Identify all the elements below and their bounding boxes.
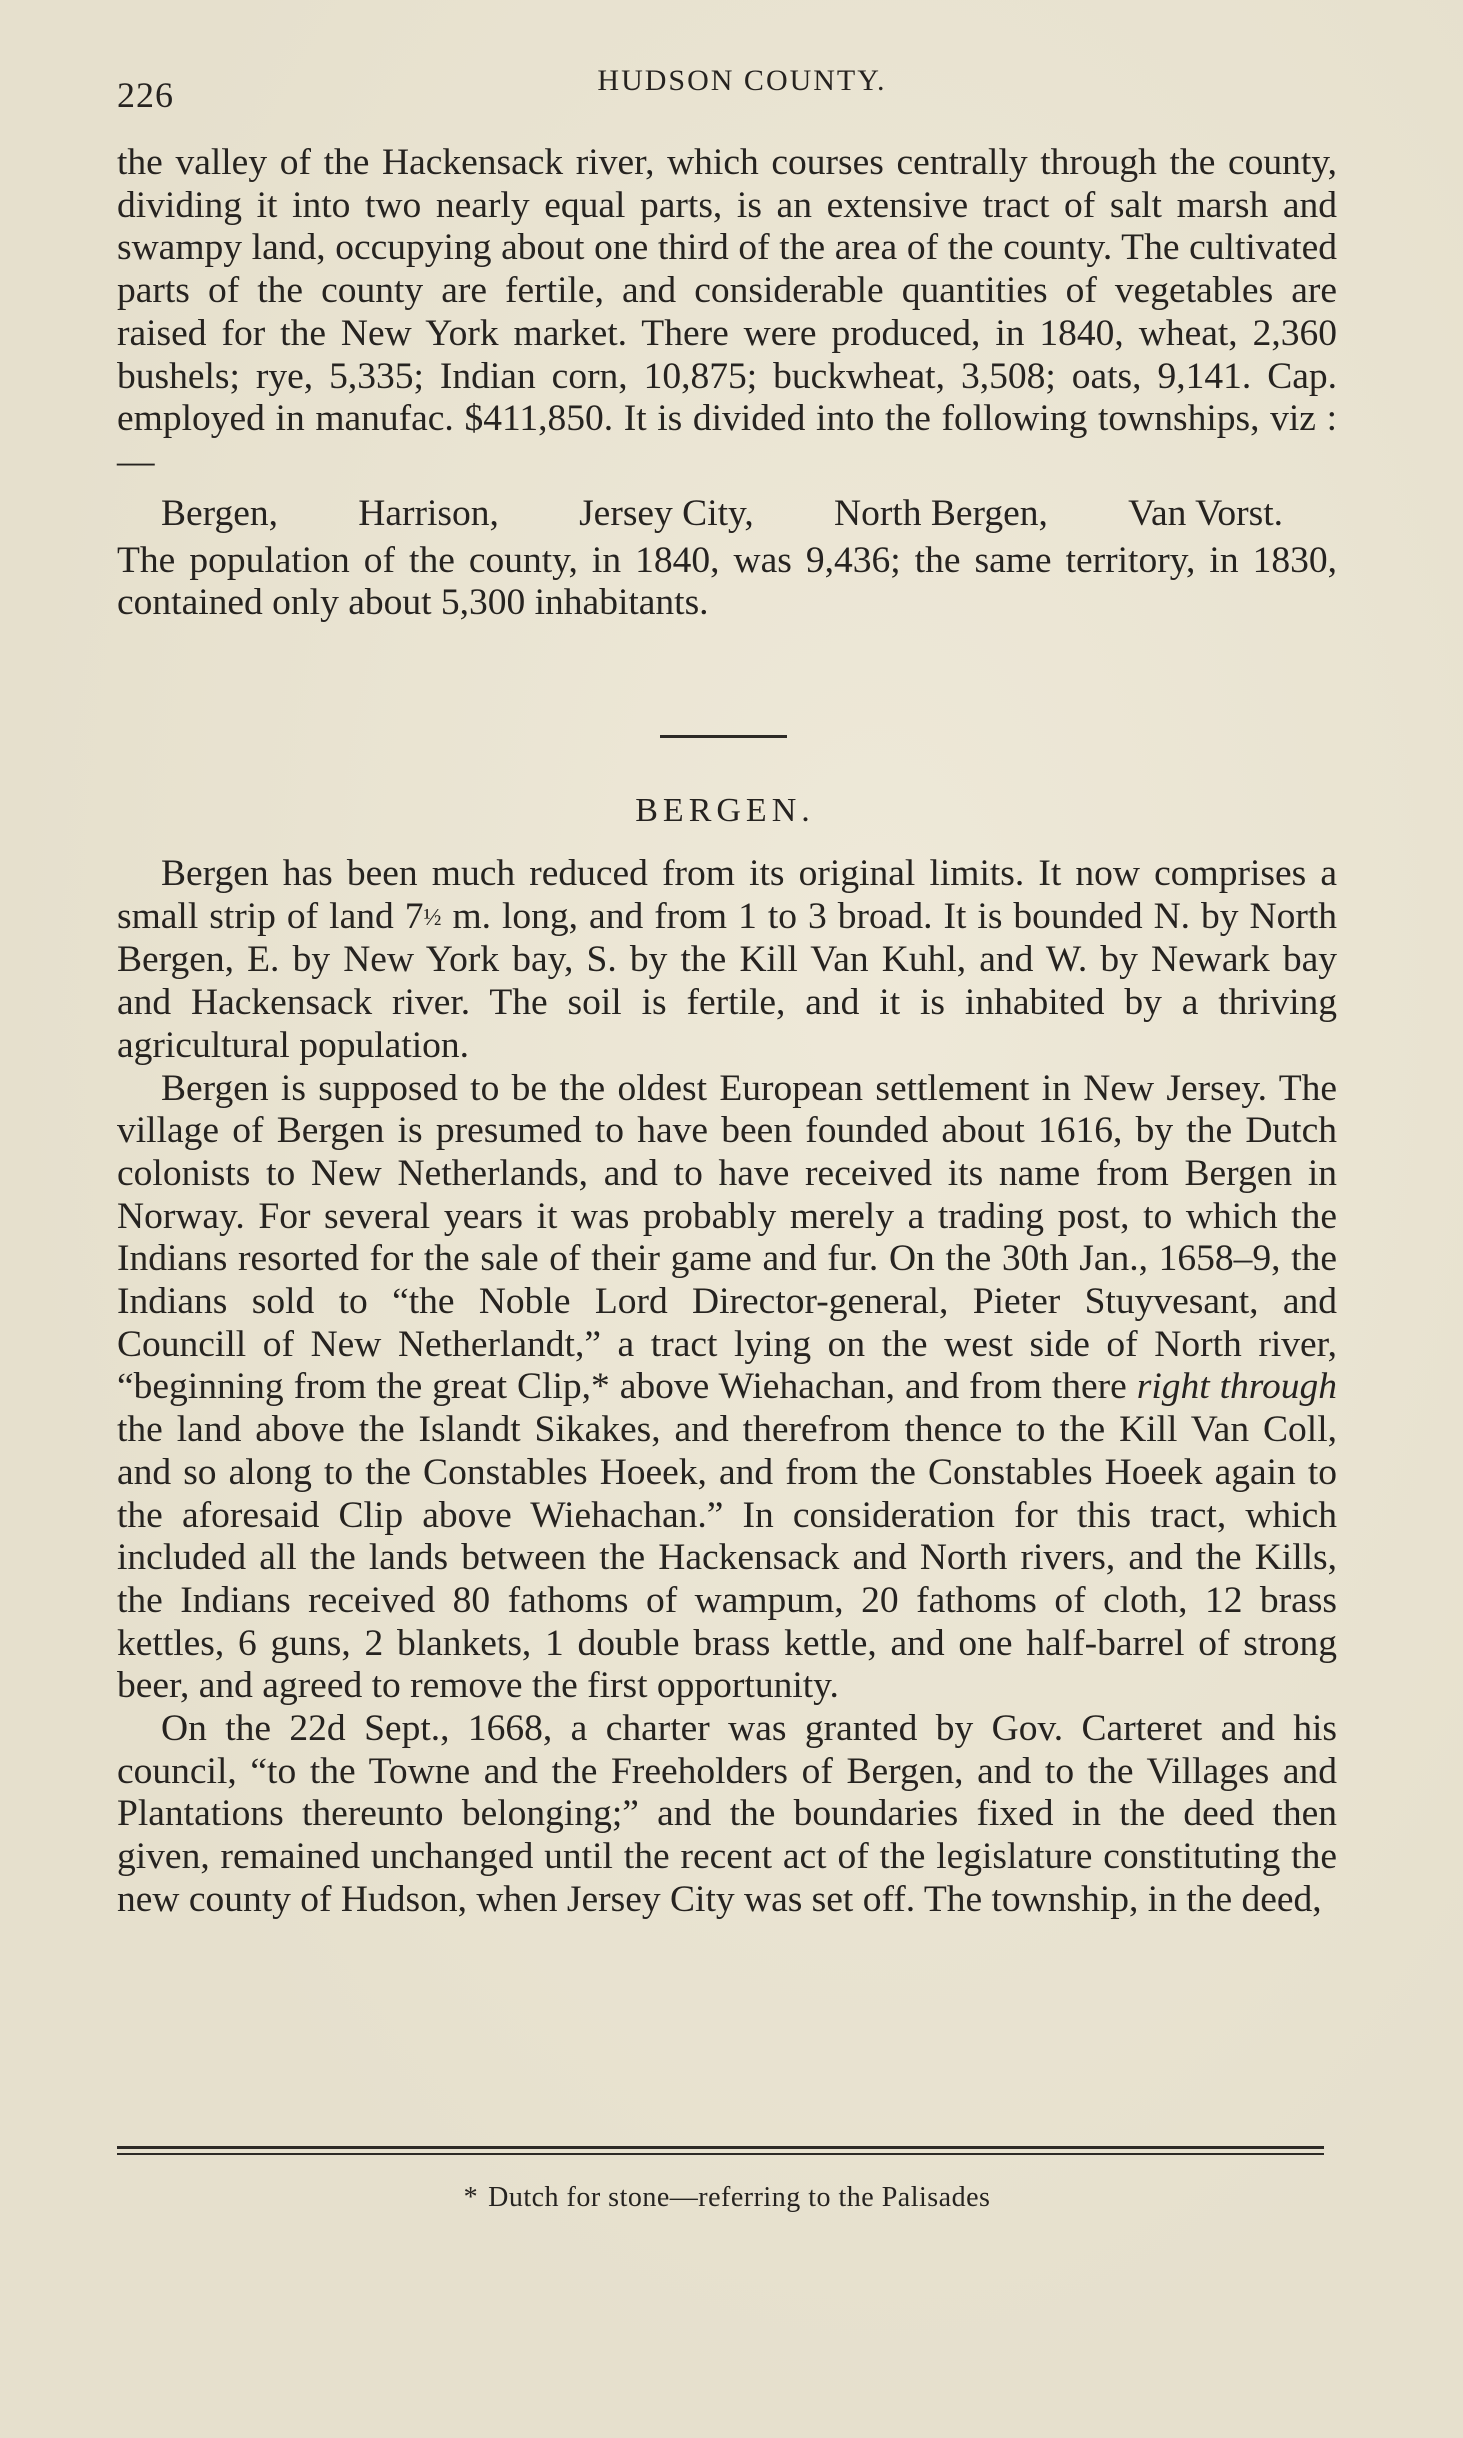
running-title: HUDSON COUNTY. — [597, 64, 887, 97]
page-header — [117, 64, 1337, 115]
bergen-paragraph-3: On the 22d Sept., 1668, a charter was granted by Gov. Carteret and his council, “to the Towne and the Freeholders of Bergen, and to the Villages and Plantations thereunto belonging;” and the boundaries fixed in the deed then given, remained unchanged until the recent act of the legislature constituting the new county of Hudson, when Jersey City was set off. The township, in the deed, — [117, 1708, 1337, 1920]
bergen-paragraph-2: Bergen is supposed to be the oldest European settlement in New Jersey. The village of Bergen is presumed to have been founded about 1616, by the Dutch colonists to New Netherlands, and to have received its name from Bergen in Norway. For several years it was probably merely a trading post, to which the Indians resorted for the sale of their game and fur. On the 30th Jan., 1658–9, the Indians sold to “the Noble Lord Director-general, Pieter Stuyvesant, and Councill of New Netherlandt,” a tract lying on the west side of North river, “beginning from the great Clip,* above Wiehachan, and from there right through the land above the Islandt Sikakes, and therefrom thence to the Kill Van Coll, and so along to the Constables Hoeek, and from the Constables Hoeek again to the aforesaid Clip above Wiehachan.” In consideration for this tract, which included all the lands between the Hackensack and North rivers, and the Kills, the Indians received 80 fathoms of wampum, 20 fathoms of cloth, 12 brass kettles, 6 guns, 2 blankets, 1 double brass kettle, and one half-barrel of strong beer, and agreed to remove the first opportunity. — [117, 1067, 1337, 1707]
footnote-text: Dutch for stone—referring to the Palisades — [488, 2182, 991, 2213]
footnote — [117, 2182, 1337, 2214]
township-item: Bergen, — [161, 492, 278, 534]
footnote-rule — [117, 2146, 1324, 2149]
township-item: Jersey City, — [579, 492, 754, 534]
township-item: North Bergen, — [833, 492, 1048, 534]
township-item: Van Vorst. — [1128, 492, 1283, 534]
township-item: Harrison, — [358, 492, 499, 534]
italic-phrase: right through — [1136, 1366, 1337, 1408]
section-divider — [660, 735, 787, 738]
footnote-marker: * — [463, 2182, 479, 2213]
footnote-rule-thin — [117, 2153, 1324, 2155]
intro-text — [117, 142, 1337, 625]
fraction-half: ½ — [423, 904, 442, 931]
intro-paragraph: the valley of the Hackensack river, which courses centrally through the county, dividing it into two nearly equal parts, is an extensive tract of salt marsh and swampy land, occupying about one third of the area of the county. The cultivated parts of the county are fertile, and considerable quantities of vegetables are raised for the New York market. There were produced, in 1840, wheat, 2,360 bushels; rye, 5,335; Indian corn, 10,875; buckwheat, 3,508; oats, 9,141. Cap. employed in manufac. $411,850. It is divided into the following townships, viz :— — [117, 142, 1337, 482]
township-list — [161, 492, 1283, 536]
population-paragraph: The population of the county, in 1840, was 9,436; the same territory, in 1830, contained only about 5,300 inhabitants. — [117, 539, 1337, 624]
bergen-paragraph-1: Bergen has been much reduced from its original limits. It now comprises a small strip of land 7½ m. long, and from 1 to 3 broad. It is bounded N. by North Bergen, E. by New York bay, S. by the Kill Van Kuhl, and W. by Newark bay and Hackensack river. The soil is fertile, and it is inhabited by a thriving agricultural population. — [117, 853, 1338, 1066]
section-heading: BERGEN. — [635, 792, 815, 829]
page-number: 226 — [117, 75, 174, 115]
bergen-text — [117, 853, 1337, 1922]
